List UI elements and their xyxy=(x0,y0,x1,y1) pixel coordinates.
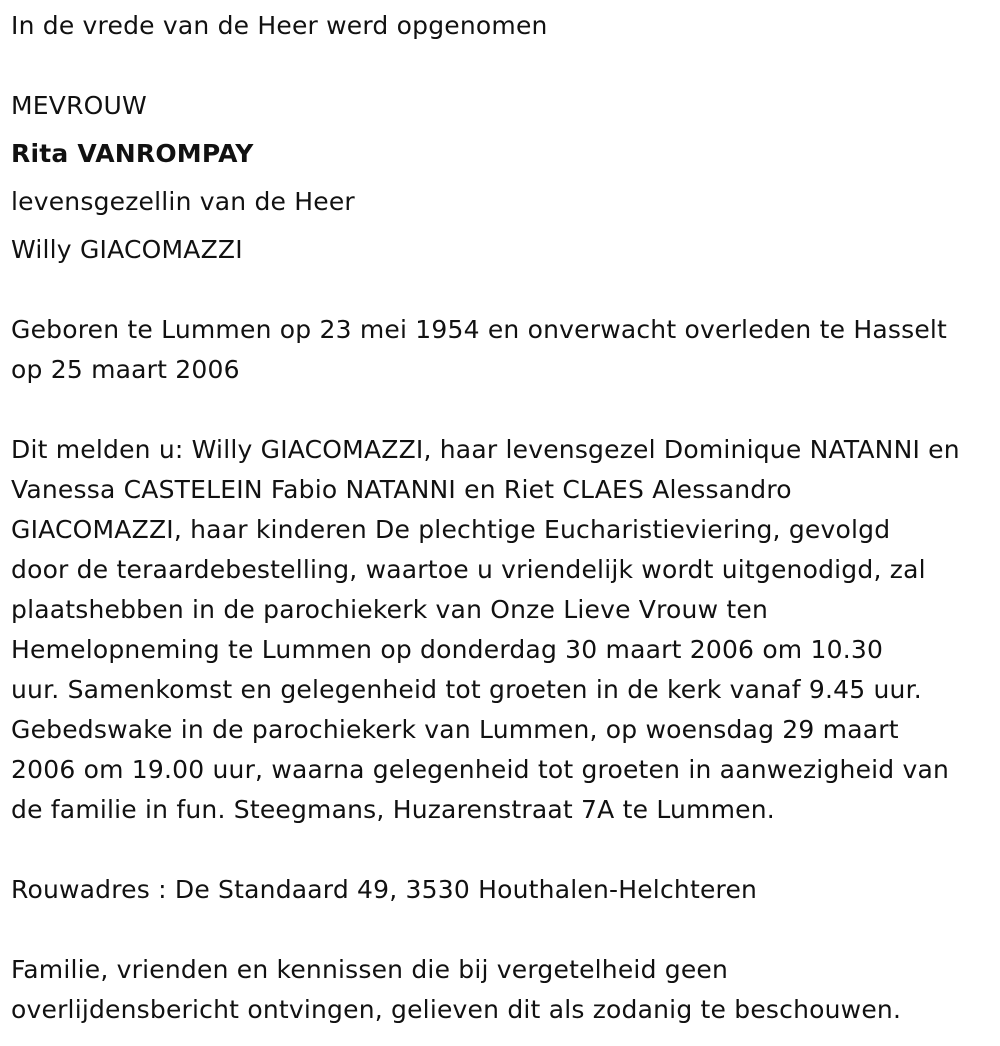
closing-section xyxy=(11,950,990,1030)
relation-text: levensgezellin van de Heer xyxy=(11,187,355,216)
birth-death-line-1: Geboren te Lummen op 23 mei 1954 en onverwacht overleden te Hasselt xyxy=(11,315,948,344)
spacer xyxy=(11,390,990,430)
notice-section xyxy=(11,430,990,830)
notice-line: Dit melden u: Willy GIACOMAZZI, haar levensgezel Dominique NATANNI en xyxy=(11,435,960,464)
spacer xyxy=(11,46,990,86)
notice-line: plaatshebben in de parochiekerk van Onze Lieve Vrouw ten xyxy=(11,595,769,624)
closing-line: overlijdensbericht ontvingen, gelieven dit als zodanig te beschouwen. xyxy=(11,995,902,1024)
spacer xyxy=(11,910,990,950)
notice-line: door de teraardebestelling, waartoe u vriendelijk wordt uitgenodigd, zal xyxy=(11,555,926,584)
notice-line: Vanessa CASTELEIN Fabio NATANNI en Riet CLAES Alessandro xyxy=(11,475,792,504)
mourning-address: Rouwadres : De Standaard 49, 3530 Houthalen-Helchteren xyxy=(11,875,758,904)
deceased-name: Rita VANROMPAY xyxy=(11,139,254,168)
notice-line: uur. Samenkomst en gelegenheid tot groeten in de kerk vanaf 9.45 uur. xyxy=(11,675,922,704)
title-prefix: MEVROUW xyxy=(11,91,147,120)
notice-line: 2006 om 19.00 uur, waarna gelegenheid tot groeten in aanwezigheid van xyxy=(11,755,950,784)
notice-line: de familie in fun. Steegmans, Huzarenstraat 7A te Lummen. xyxy=(11,795,775,824)
birth-death-line-2: op 25 maart 2006 xyxy=(11,355,240,384)
closing-line: Familie, vrienden en kennissen die bij vergetelheid geen xyxy=(11,955,729,984)
birth-death-section xyxy=(11,310,990,390)
intro-text: In de vrede van de Heer werd opgenomen xyxy=(11,11,548,40)
notice-line: GIACOMAZZI, haar kinderen De plechtige Eucharistieviering, gevolgd xyxy=(11,515,891,544)
notice-line: Hemelopneming te Lummen op donderdag 30 maart 2006 om 10.30 xyxy=(11,635,884,664)
spacer xyxy=(11,270,990,310)
partner-name: Willy GIACOMAZZI xyxy=(11,235,243,264)
spacer xyxy=(11,830,990,870)
notice-line: Gebedswake in de parochiekerk van Lummen, op woensdag 29 maart xyxy=(11,715,899,744)
